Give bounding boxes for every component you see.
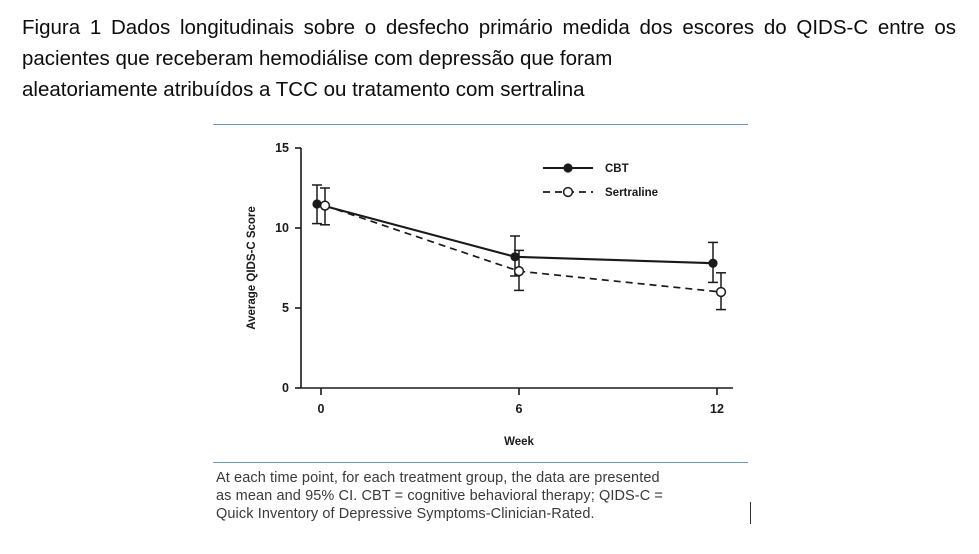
caption-line-3: aleatoriamente atribuídos a TCC ou tratamento com sertralina (22, 78, 585, 102)
legend-label-cbt: CBT (605, 163, 629, 175)
qids-c-line-chart (213, 130, 773, 460)
y-tick-0: 0 (282, 381, 289, 395)
chart-legend (543, 163, 658, 199)
divider-bottom (213, 462, 748, 463)
figure-caption (22, 12, 956, 105)
y-tick-marks (295, 148, 301, 388)
footnote-line-1: At each time point, for each treatment group, the data are presented (216, 470, 660, 486)
markers-sertraline (321, 201, 726, 296)
caption-line-1: Figura 1 Dados longitudinais sobre o desfecho primário medida dos escores do QIDS-C (22, 16, 869, 39)
x-tick-0: 0 (317, 402, 325, 416)
legend-label-sertraline: Sertraline (605, 187, 659, 199)
series-line-sertraline (325, 206, 721, 292)
text-cursor (750, 502, 751, 524)
y-tick-15: 15 (275, 141, 289, 155)
y-tick-5: 5 (282, 301, 289, 315)
x-tick-6: 6 (515, 402, 523, 416)
chart-plot (213, 130, 773, 460)
legend-marker-sertraline (564, 188, 573, 197)
divider-top (213, 124, 748, 125)
legend-marker-cbt (563, 163, 572, 172)
footnote-line-3: Quick Inventory of Depressive Symptoms-Clinician-Rated. (216, 505, 595, 522)
footnote-line-2: as mean and 95% CI. CBT = cognitive behavioral therapy; QIDS-C = (216, 487, 663, 504)
error-bars-sertraline (320, 188, 726, 310)
markers-cbt (312, 199, 717, 267)
y-tick-10: 10 (275, 221, 289, 235)
figure-chart-area (213, 130, 773, 460)
x-axis-label: Week (504, 436, 534, 448)
x-tick-12: 12 (710, 402, 724, 416)
y-axis-label: Average QIDS-C Score (246, 206, 258, 330)
error-bars-cbt (312, 185, 718, 282)
x-tick-marks (321, 388, 717, 395)
figure-footnote (216, 470, 761, 524)
caption-line-2: entre os pacientes que receberam hemodiálise com depressão que foram (22, 16, 956, 71)
